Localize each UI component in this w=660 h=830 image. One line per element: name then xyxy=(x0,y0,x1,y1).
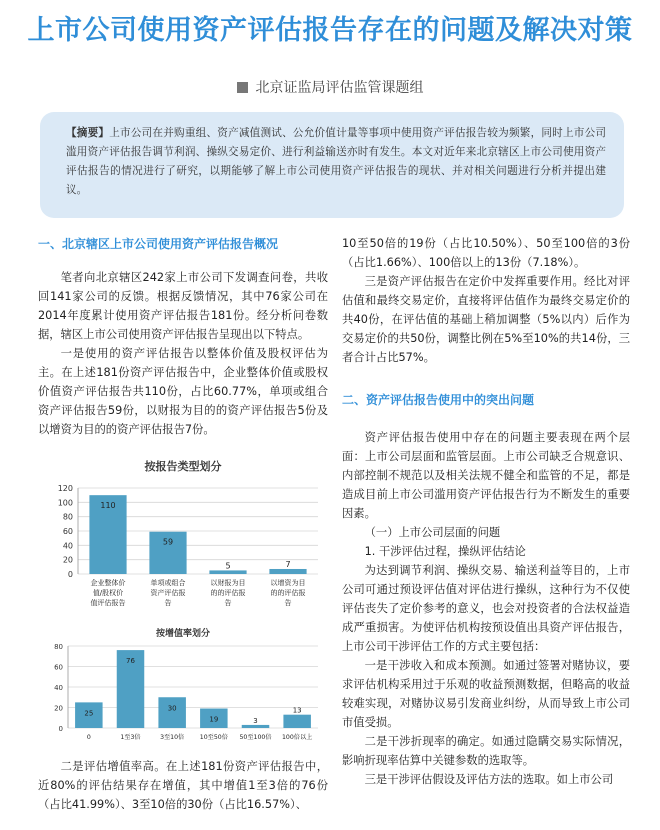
paragraph: 三是资产评估报告在定价中发挥重要作用。经比对评估值和最终交易定价，直接将评估值作为最终交易定价的共40份，在评估值的基础上稍加调整（5%以内）后作为交易定价的共50份，调整比例在5%至10%的共14份，三者合计占比57%。 xyxy=(342,275,630,364)
appreciation-rate-chart xyxy=(38,622,328,752)
chart-title: 按报告类型划分 xyxy=(144,460,222,473)
data-label: 25 xyxy=(84,709,94,718)
abstract-text: 上市公司在并购重组、资产减值测试、公允价值计量等事项中使用资产评估报告较为频繁，同时上市公司滥用资产评估报告调节利润、操纵交易定价、进行利益输送亦时有发生。本文对近年来北京辖区上市公司使用资产评估报告的情况进行了研究，以期能够了解上市公司使用资产评估报告的现状、并对相关问题进行分析并提出建议。 xyxy=(66,127,606,196)
category-label: 的的评估报 xyxy=(210,589,246,597)
category-label: 以增资为目 xyxy=(270,579,306,587)
left-column-bottom xyxy=(38,757,328,814)
subsection-heading: （一）上市公司层面的问题 xyxy=(364,526,501,539)
category-label: 3至10倍 xyxy=(160,734,185,741)
y-tick-label: 40 xyxy=(62,541,73,551)
data-label: 5 xyxy=(225,561,231,571)
y-tick-label: 20 xyxy=(54,704,63,713)
abstract-box xyxy=(40,112,624,218)
right-column xyxy=(342,234,630,789)
data-label: 19 xyxy=(209,715,219,724)
data-label: 76 xyxy=(126,657,135,666)
category-label: 的的评估报 xyxy=(270,589,306,597)
y-tick-label: 120 xyxy=(57,484,73,493)
data-label: 30 xyxy=(167,704,177,713)
paragraph: 为达到调节利润、操纵交易、输送利益等目的，上市公司可通过预设评估值对评估进行操纵，这种行为不仅使评估丧失了定价参考的意义，也会对投资者的合法权益造成严重损害。为使评估机构按预设值出具资产评估报告，上市公司干涉评估工作的方式主要包括： xyxy=(342,564,630,653)
y-tick-label: 0 xyxy=(58,725,63,733)
category-label: 告 xyxy=(164,599,172,607)
category-label: 50至100倍 xyxy=(239,734,272,741)
y-tick-label: 60 xyxy=(62,527,73,536)
category-label: 1至3倍 xyxy=(120,734,141,741)
paragraph: 一是干涉收入和成本预测。如通过签署对赌协议，要求评估机构采用过于乐观的收益预测数据，但略高的收益较难实现，对赌协议易引发商业纠纷，从而导致上市公司市值受损。 xyxy=(342,659,630,729)
category-label: 0 xyxy=(86,734,91,741)
chart-title: 按增值率划分 xyxy=(155,629,211,639)
y-tick-label: 0 xyxy=(67,570,73,579)
y-tick-label: 40 xyxy=(54,684,63,692)
category-label: 10至50倍 xyxy=(199,734,228,741)
left-column xyxy=(38,234,328,439)
bar xyxy=(158,697,186,728)
y-tick-label: 80 xyxy=(62,512,73,522)
y-tick-label: 100 xyxy=(57,498,73,508)
paragraph: 二是评估增值率高。在上述181份资产评估报告中，近80%的评估结果存在增值，其中增值1至3倍的76份（占比41.99%）、3至10倍的30份（占比16.57%）、 xyxy=(38,760,328,811)
bar xyxy=(209,570,246,574)
paragraph: 笔者向北京辖区242家上市公司下发调查问卷，共收回141家公司的反馈。根据反馈情况，其中76家公司在2014年度累计使用资产评估报告181份。经分析问卷数据，辖区上市公司使用资产评估报告呈现出以下特点。 xyxy=(38,271,328,341)
data-label: 7 xyxy=(285,559,291,569)
report-type-chart xyxy=(38,456,328,616)
article-title: 上市公司使用资产评估报告存在的问题及解决对策 xyxy=(27,15,633,46)
section-heading-2: 二、资产评估报告使用中的突出问题 xyxy=(342,393,535,407)
category-label: 资产评估报 xyxy=(150,589,186,597)
category-label: 值/股权价 xyxy=(92,589,124,597)
author-line xyxy=(0,77,660,97)
paragraph: 三是干涉评估假设及评估方法的选取。如上市公司 xyxy=(364,773,614,786)
category-label: 以财报为目 xyxy=(210,579,246,587)
bar xyxy=(242,725,270,728)
paragraph: 二是干涉折现率的确定。如通过隐瞒交易实际情况，影响折现率估算中关键参数的选取等。 xyxy=(342,735,630,767)
category-label: 企业整体价 xyxy=(90,579,126,587)
author-name: 北京证监局评估监管课题组 xyxy=(255,80,424,96)
y-tick-label: 80 xyxy=(54,643,63,651)
data-label: 59 xyxy=(162,537,174,547)
bar xyxy=(269,569,306,574)
category-label: 值评估报告 xyxy=(90,599,126,607)
square-bullet-icon xyxy=(237,82,248,93)
section-heading-1: 一、北京辖区上市公司使用资产评估报告概况 xyxy=(38,237,279,251)
y-tick-label: 20 xyxy=(62,555,73,565)
data-label: 13 xyxy=(292,706,302,715)
data-label: 3 xyxy=(253,716,258,725)
paragraph: 资产评估报告使用中存在的问题主要表现在两个层面：上市公司层面和监管层面。上市公司缺乏合规意识、内部控制不规范以及相关法规不健全和监管的不足，都是造成目前上市公司滥用资产评估报告行为不断发生的重要因素。 xyxy=(342,431,630,520)
category-label: 100倍以上 xyxy=(281,734,313,741)
category-label: 单项或组合 xyxy=(150,579,186,587)
bar xyxy=(283,715,311,728)
data-label: 110 xyxy=(100,501,116,511)
category-label: 告 xyxy=(284,599,292,607)
y-tick-label: 60 xyxy=(54,663,63,672)
abstract-label: 【摘要】 xyxy=(66,127,110,139)
paragraph: 一是使用的资产评估报告以整体价值及股权评估为主。在上述181份资产评估报告中，企业整体价值或股权价值资产评估报告共110份，占比60.77%，单项或组合资产评估报告59份，以财报为目的的资产评估报告5份及以增资为目的的资产评估报告7份。 xyxy=(38,347,328,436)
category-label: 告 xyxy=(224,599,232,607)
subsection-heading: 1. 干涉评估过程，操纵评估结论 xyxy=(364,545,526,558)
paragraph: 10至50倍的19份（占比10.50%）、50至100倍的3份（占比1.66%）、100倍以上的13份（7.18%）。 xyxy=(342,237,630,269)
